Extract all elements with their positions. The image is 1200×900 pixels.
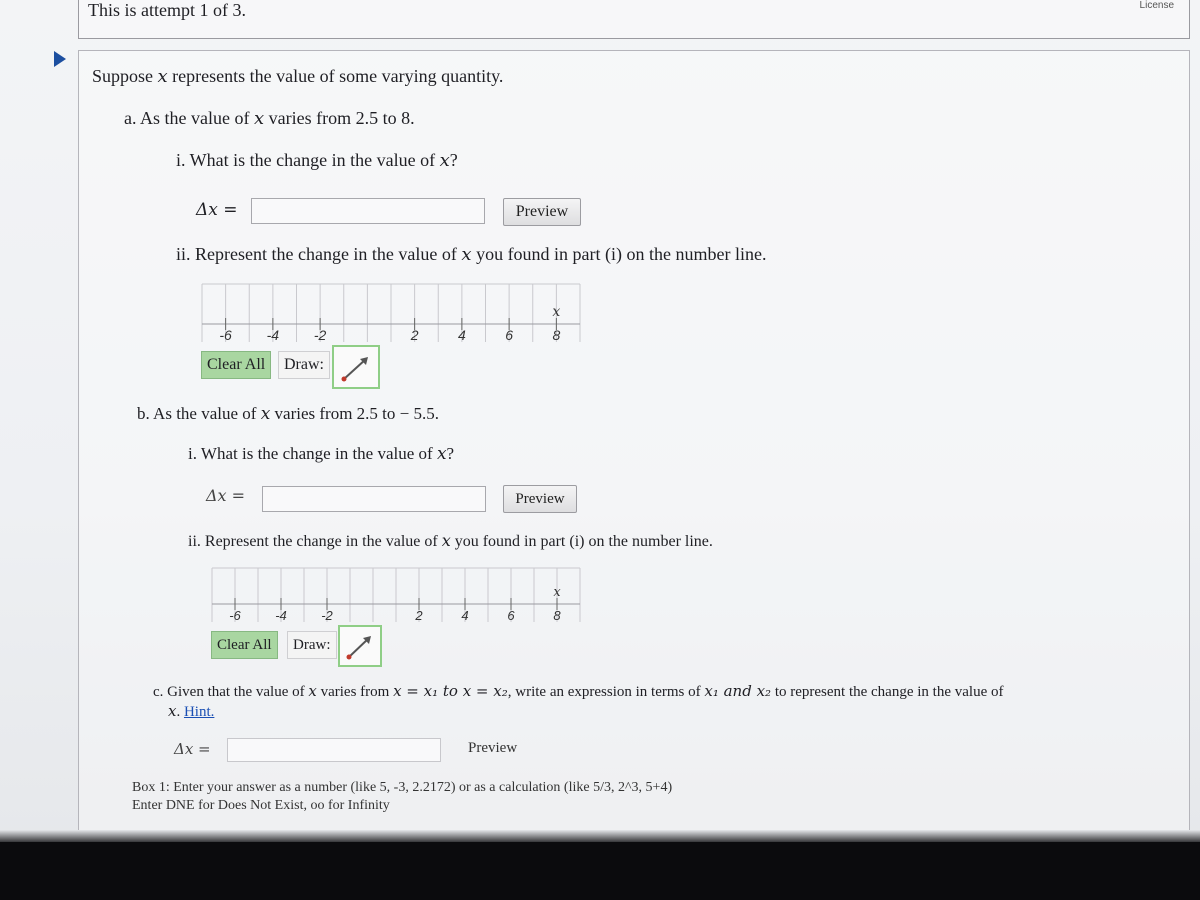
part-a-question-1 [176, 150, 458, 171]
part-c-delta-label: Δx = [174, 740, 211, 758]
part-a-title-pre: a. As the value of [124, 108, 254, 128]
part-c-text-3: x = x₁ to x = x₂ [393, 682, 508, 700]
part-b-question-1 [188, 444, 454, 464]
var-x: x [157, 66, 168, 87]
attempt-text: This is attempt 1 of 3. [88, 0, 246, 20]
tick-label: -4 [266, 327, 280, 343]
tick-label: 8 [553, 608, 561, 623]
tick-label: -6 [219, 327, 232, 343]
part-b-title-pre: b. As the value of [137, 404, 261, 423]
instructions-box1-line1: Box 1: Enter your answer as a number (like 5, -3, 2.2172) or as a calculation (like 5/3, 2^3, 5+4) [132, 780, 673, 795]
intro-pre: Suppose [92, 66, 158, 86]
tick-label: 2 [415, 608, 423, 623]
tick-label: 4 [457, 327, 466, 343]
part-a-number-line[interactable] [196, 280, 586, 344]
part-c-text-line-2 [168, 702, 214, 721]
part-a-clear-all-button[interactable]: Clear All [201, 351, 271, 379]
var-x: x [308, 682, 317, 700]
part-b-q2-pre: ii. Represent the change in the value of [188, 533, 442, 550]
part-b-title [137, 404, 439, 424]
part-c-text-line-1 [153, 682, 1003, 701]
part-a-title-post: varies from 2.5 to 8. [264, 108, 415, 128]
tick-label: -2 [313, 327, 327, 343]
part-b-clear-all-button[interactable]: Clear All [211, 631, 278, 659]
var-x: x [436, 444, 447, 464]
part-b-number-line[interactable] [206, 564, 586, 624]
part-c-text-4: , write an expression in terms of [507, 684, 705, 700]
part-a-q2-pre: ii. Represent the change in the value of [176, 244, 462, 264]
var-x: x [439, 150, 450, 171]
part-b-preview-button[interactable]: Preview [503, 485, 577, 513]
part-a-title [124, 108, 415, 129]
part-a-q2-post: you found in part (i) on the number line. [471, 244, 767, 264]
line-arrow-icon [334, 347, 378, 387]
part-c-preview-button[interactable]: Preview [468, 740, 518, 756]
part-b-q1-post: ? [446, 444, 455, 463]
tick-label: 6 [507, 608, 515, 623]
tick-label: 8 [552, 327, 561, 343]
license-link[interactable]: License [1139, 0, 1174, 11]
tick-label: 4 [461, 608, 469, 623]
part-a-q1-post: ? [449, 150, 458, 170]
tick-label: 2 [410, 327, 419, 343]
part-a-draw-tool-button[interactable] [332, 345, 380, 389]
part-b-delta-label: Δx = [206, 486, 246, 505]
var-x: x [461, 244, 472, 265]
part-b-draw-label: Draw: [287, 631, 337, 659]
part-c-answer-input[interactable] [227, 738, 441, 762]
part-a-delta-label: Δx = [196, 200, 238, 220]
collapse-arrow-icon[interactable] [54, 51, 66, 67]
part-b-answer-input[interactable] [262, 486, 486, 512]
part-b-question-2 [188, 531, 713, 551]
var-x: x [260, 404, 271, 424]
axis-label: x [553, 585, 561, 600]
part-c-line2-sep: . [176, 704, 184, 720]
hint-link[interactable]: Hint. [183, 704, 215, 720]
instructions-box1-line2: Enter DNE for Does Not Exist, oo for Infinity [132, 798, 390, 813]
axis-label: x [552, 304, 561, 320]
part-b-draw-tool-button[interactable] [338, 625, 382, 667]
line-arrow-icon [340, 627, 380, 665]
part-a-answer-input[interactable] [251, 198, 485, 224]
part-b-q2-post: you found in part (i) on the number line. [450, 533, 713, 550]
screen-bezel [0, 842, 1200, 900]
var-x: x [253, 108, 265, 129]
part-b-title-post: varies from 2.5 to − 5.5. [270, 404, 439, 423]
tick-label: 6 [505, 327, 514, 343]
question-intro [92, 66, 503, 87]
intro-post: represents the value of some varying quantity. [167, 66, 504, 86]
part-c-text-2: varies from [316, 684, 394, 700]
part-a-preview-button[interactable]: Preview [503, 198, 581, 226]
part-c-text-1: c. Given that the value of [153, 684, 309, 700]
tick-label: -4 [275, 608, 287, 623]
var-x: x [168, 702, 177, 720]
part-a-q1-pre: i. What is the change in the value of [176, 150, 440, 170]
part-a-question-2 [176, 244, 767, 265]
part-a-draw-label: Draw: [278, 351, 330, 379]
part-b-q1-pre: i. What is the change in the value of [188, 444, 437, 463]
tick-label: -2 [321, 608, 333, 623]
tick-label: -6 [229, 608, 241, 623]
part-c-text-5: x₁ and x₂ [704, 682, 772, 700]
var-x: x [441, 531, 451, 550]
part-c-text-6: to represent the change in the value of [771, 684, 1004, 700]
